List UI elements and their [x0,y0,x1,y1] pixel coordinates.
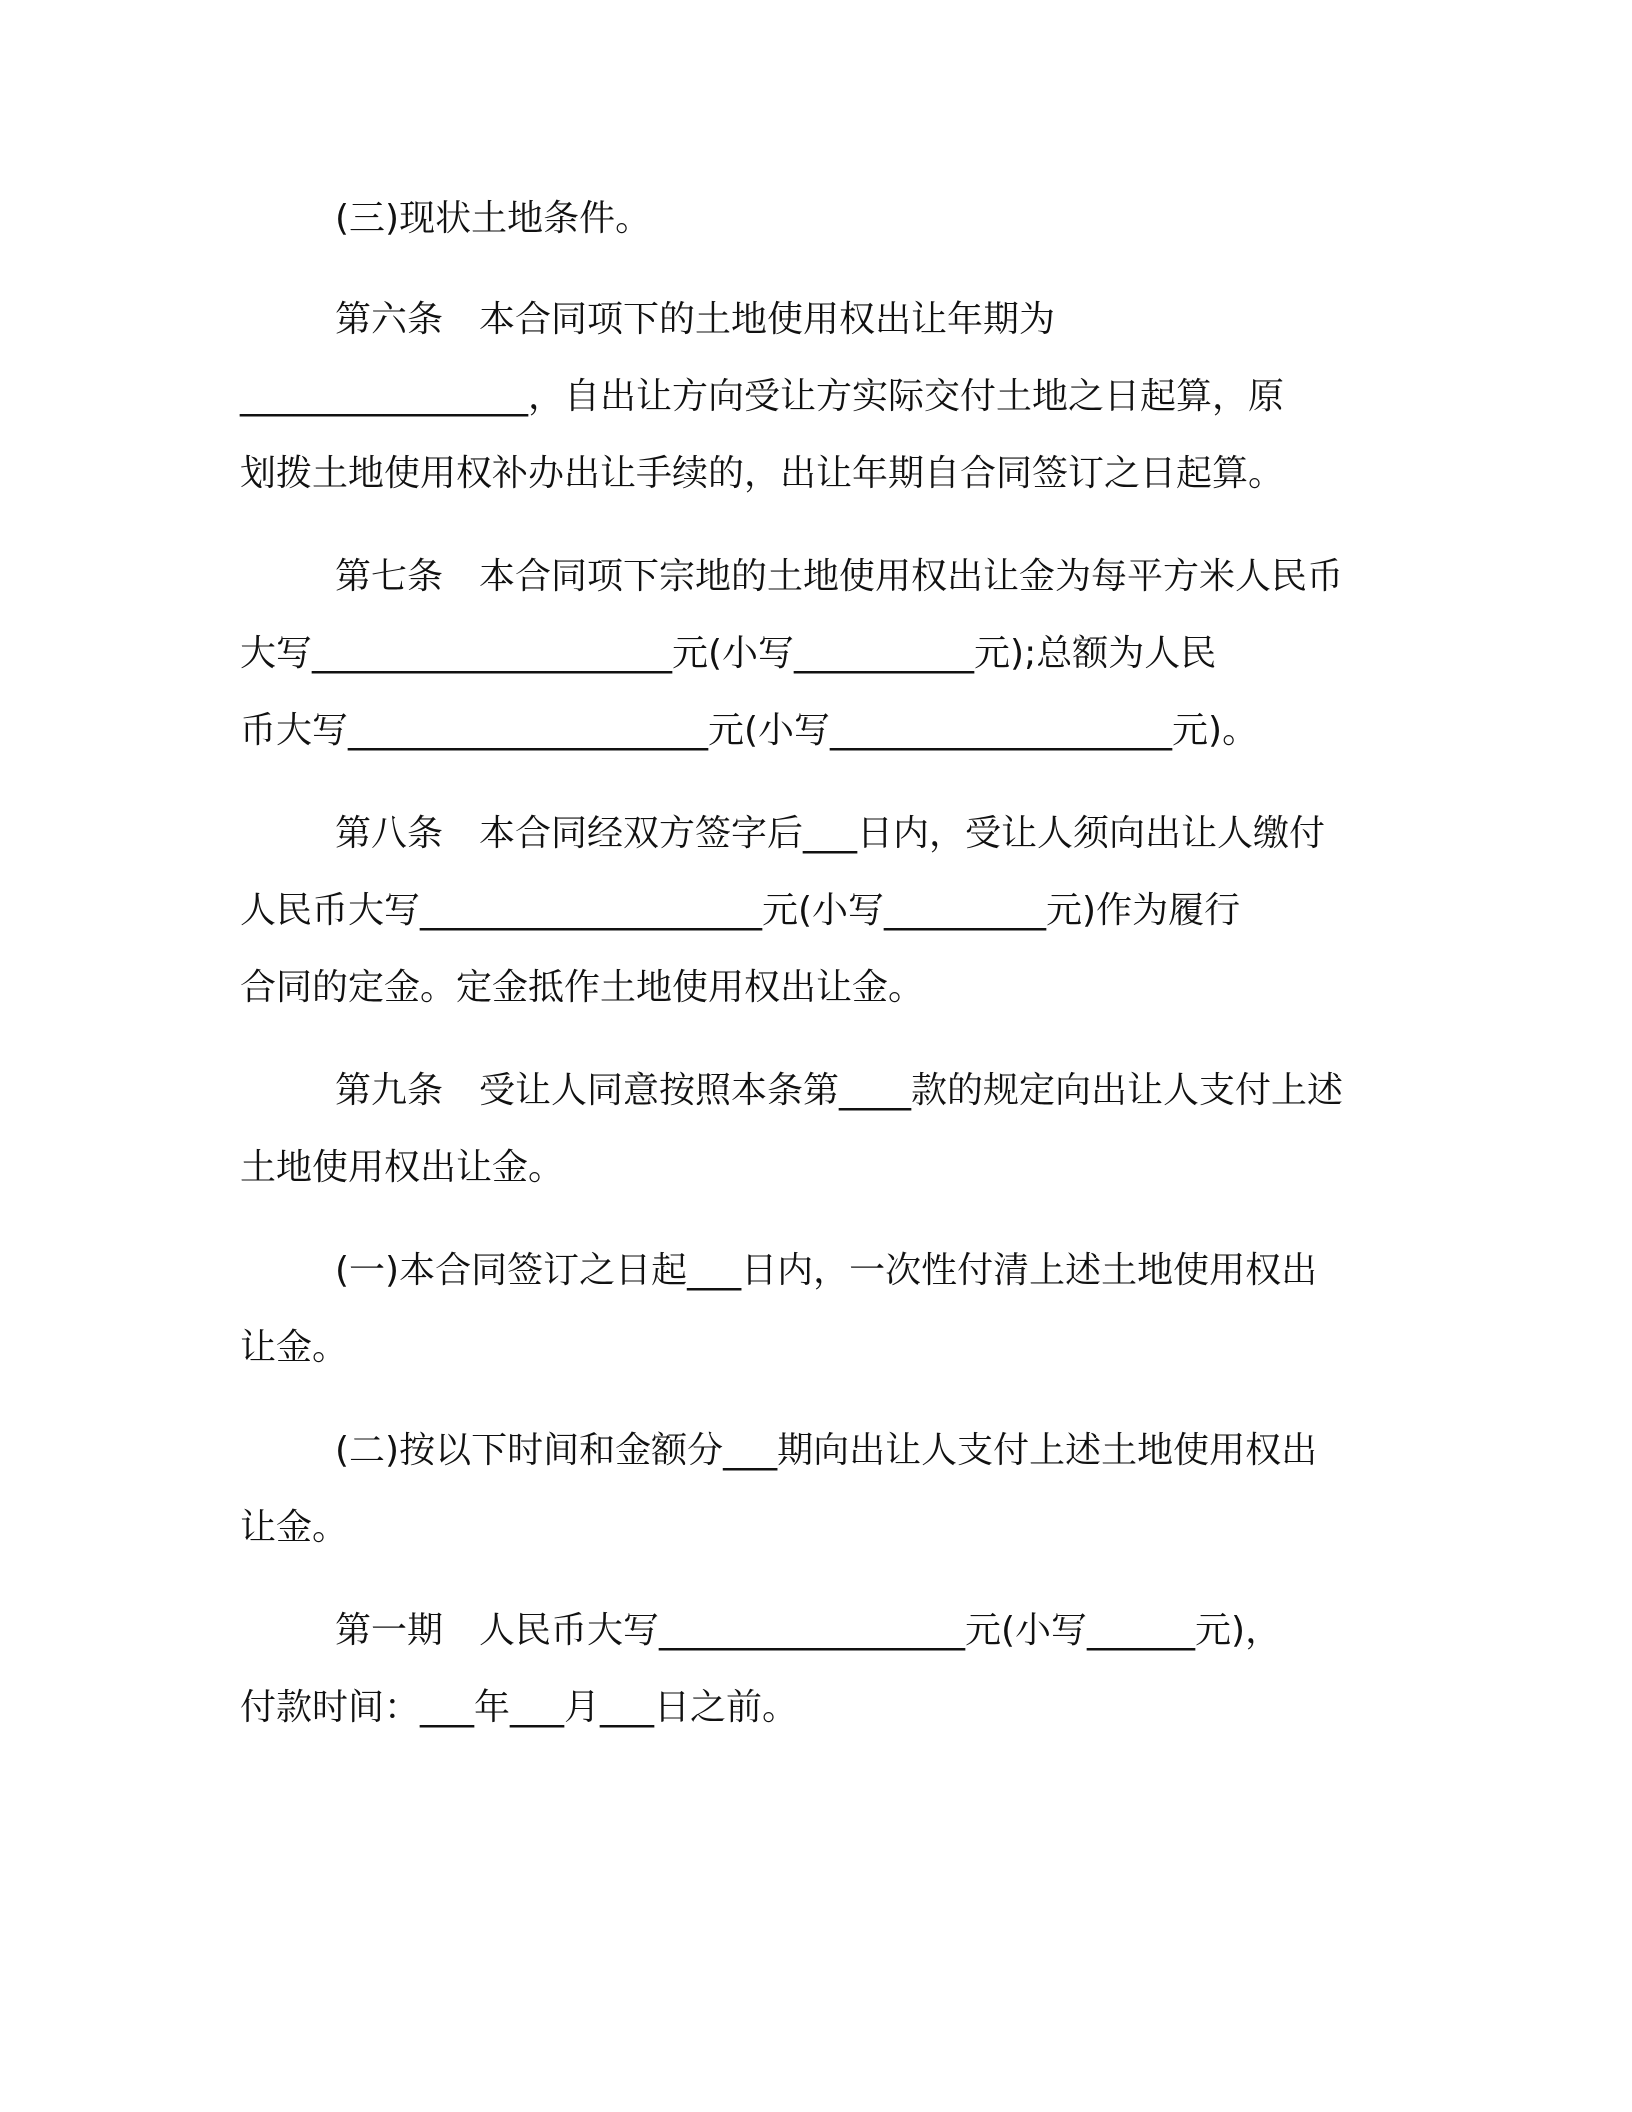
article-6-title: 第六条 本合同项下的土地使用权出让年期为 [335,299,1056,340]
payment-option-1-line-1: (一)本合同签订之日起___日内，一次性付清上述土地使用权出 [335,1250,1318,1291]
article-6-line-2: ________________，自出让方向受让方实际交付土地之日起算，原 [240,376,1285,417]
article-8-title: 第八条 本合同经双方签字后___日内，受让人须向出让人缴付 [335,813,1326,854]
installment-1-line-2: 付款时间：___年___月___日之前。 [240,1687,799,1728]
article-7-title: 第七条 本合同项下宗地的土地使用权出让金为每平方米人民币 [335,556,1344,597]
article-8-line-3: 合同的定金。定金抵作土地使用权出让金。 [240,967,925,1008]
payment-option-2-line-1: (二)按以下时间和金额分___期向出让人支付上述土地使用权出 [335,1430,1318,1471]
article-8-line-2: 人民币大写___________________元(小写_________元)作为履行 [240,890,1241,931]
article-9-line-2: 土地使用权出让金。 [240,1147,565,1188]
installment-1-line-1: 第一期 人民币大写_________________元(小写______元)， [335,1610,1282,1651]
payment-option-1-line-2: 让金。 [240,1327,349,1368]
article-7-line-2: 大写____________________元(小写__________元);总额为人民 [240,633,1217,674]
article-6-line-3: 划拨土地使用权补办出让手续的，出让年期自合同签订之日起算。 [240,453,1285,494]
payment-option-2-line-2: 让金。 [240,1507,349,1548]
clause-3-land-condition: (三)现状土地条件。 [335,198,652,239]
article-9-title: 第九条 受让人同意按照本条第____款的规定向出让人支付上述 [335,1070,1344,1111]
article-7-line-3: 币大写____________________元(小写___________________元)。 [240,710,1259,751]
